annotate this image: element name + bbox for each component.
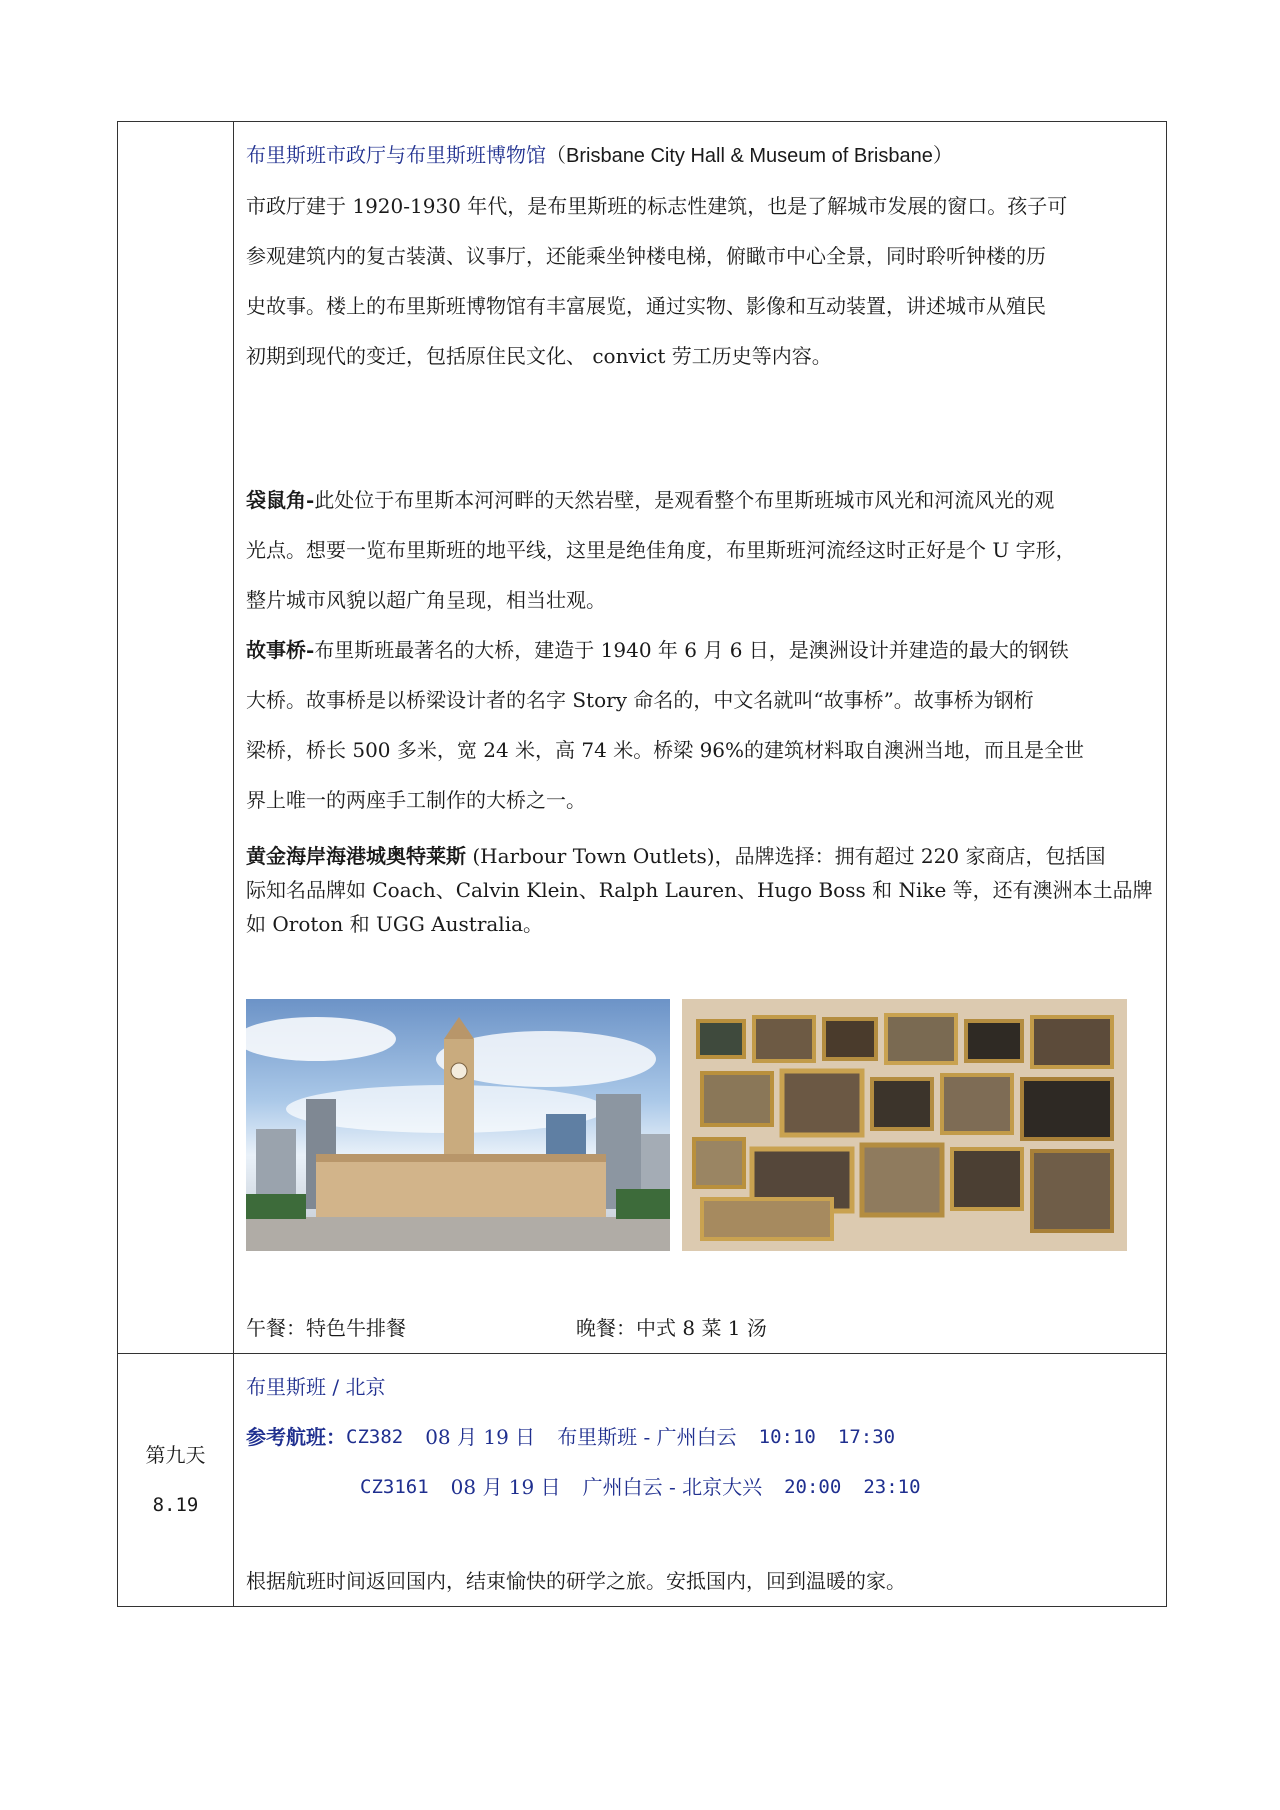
spacer (246, 825, 1154, 839)
itinerary-table (117, 121, 1167, 1607)
day9-content-cell (234, 1354, 1167, 1607)
story-text-1: 布里斯班最著名的大桥，建造于 1940 年 6 月 6 日，是澳洲设计并建造的最大的钢铁 (314, 638, 1069, 662)
flight-1-route: 布里斯班 - 广州白云 (557, 1425, 737, 1449)
flight-row-1 (246, 1412, 1154, 1462)
day9-day-cell (118, 1354, 234, 1607)
city-hall-line-1: 市政厅建于 1920-1930 年代，是布里斯班的标志性建筑，也是了解城市发展的窗口。孩子可 (246, 194, 1068, 218)
flight-prefix: 参考航班： (246, 1425, 346, 1449)
day8-row (118, 122, 1167, 1354)
city-hall-title: 布里斯班市政厅与布里斯班博物馆 (246, 145, 546, 167)
city-hall-heading (246, 130, 1154, 181)
story-line-2: 大桥。故事桥是以桥梁设计者的名字 Story 命名的，中文名就叫“故事桥”。故事桥为钢桁 (246, 688, 1034, 712)
kangaroo-text-1: 此处位于布里斯本河河畔的天然岩壁，是观看整个布里斯班城市风光和河流风光的观 (314, 488, 1055, 512)
day9-route: 布里斯班 / 北京 (246, 1375, 386, 1399)
city-hall-title-en: （Brisbane City Hall & Museum of Brisbane） (546, 145, 953, 167)
city-hall-line-3: 史故事。楼上的布里斯班博物馆有丰富展览，通过实物、影像和互动装置，讲述城市从殖民 (246, 294, 1046, 318)
kangaroo-line-1 (246, 475, 1154, 525)
day9-closing: 根据航班时间返回国内，结束愉快的研学之旅。安抵国内，回到温暖的家。 (246, 1569, 906, 1593)
harbour-text-1: (Harbour Town Outlets)，品牌选择：拥有超过 220 家商店，包括国 (466, 844, 1106, 868)
museum-gallery-photo (682, 999, 1127, 1251)
gallery-illustration (682, 999, 1127, 1251)
kangaroo-line-2: 光点。想要一览布里斯班的地平线，这里是绝佳角度，布里斯班河流经这时正好是个 U 字形， (246, 538, 1076, 562)
story-bridge-title: 故事桥- (246, 638, 315, 662)
flight-2-date: 08 月 19 日 (450, 1475, 561, 1499)
kangaroo-title: 袋鼠角- (246, 488, 315, 512)
flight-2-departure: 20:00 (784, 1476, 842, 1498)
dinner-info: 晚餐：中式 8 菜 1 汤 (576, 1316, 767, 1340)
flight-2-number: CZ3161 (360, 1476, 429, 1498)
meals-row (246, 1303, 1154, 1353)
harbour-town-title: 黄金海岸海港城奥特莱斯 (246, 844, 466, 868)
harbour-line-3: 如 Oroton 和 UGG Australia。 (246, 912, 544, 936)
kangaroo-line-3: 整片城市风貌以超广角呈现，相当壮观。 (246, 588, 606, 612)
day9-label: 第九天 (145, 1443, 206, 1467)
day8-day-cell (118, 122, 234, 1354)
flight-1-date: 08 月 19 日 (425, 1425, 536, 1449)
flight-2-route: 广州白云 - 北京大兴 (582, 1475, 763, 1499)
story-line-1 (246, 625, 1154, 675)
harbour-line-2: 际知名品牌如 Coach、Calvin Klein、Ralph Lauren、Hugo Boss 和 Nike 等，还有澳洲本土品牌 (246, 878, 1153, 902)
story-line-3: 梁桥，桥长 500 多米，宽 24 米，高 74 米。桥梁 96%的建筑材料取自澳洲当地，而且是全世 (246, 738, 1085, 762)
lunch-info: 午餐：特色牛排餐 (246, 1316, 406, 1340)
city-hall-line-4: 初期到现代的变迁，包括原住民文化、 convict 劳工历史等内容。 (246, 344, 832, 368)
flight-1-departure: 10:10 (758, 1426, 816, 1448)
harbour-line-1 (246, 839, 1154, 873)
spacer (246, 1512, 1154, 1556)
flight-1-number: CZ382 (346, 1426, 404, 1448)
city-hall-photo (246, 999, 670, 1251)
day8-content-cell (234, 122, 1167, 1354)
spacer (246, 381, 1154, 475)
day9-row (118, 1354, 1167, 1607)
flight-2-arrival: 23:10 (863, 1476, 921, 1498)
city-hall-line-2: 参观建筑内的复古装潢、议事厅，还能乘坐钟楼电梯，俯瞰市中心全景，同时聆听钟楼的历 (246, 244, 1046, 268)
photo-row (246, 999, 1154, 1251)
flight-1-arrival: 17:30 (837, 1426, 896, 1448)
story-line-4: 界上唯一的两座手工制作的大桥之一。 (246, 788, 586, 812)
flight-row-2 (246, 1462, 1154, 1512)
day9-date: 8.19 (152, 1494, 199, 1516)
city-hall-illustration (246, 999, 670, 1251)
